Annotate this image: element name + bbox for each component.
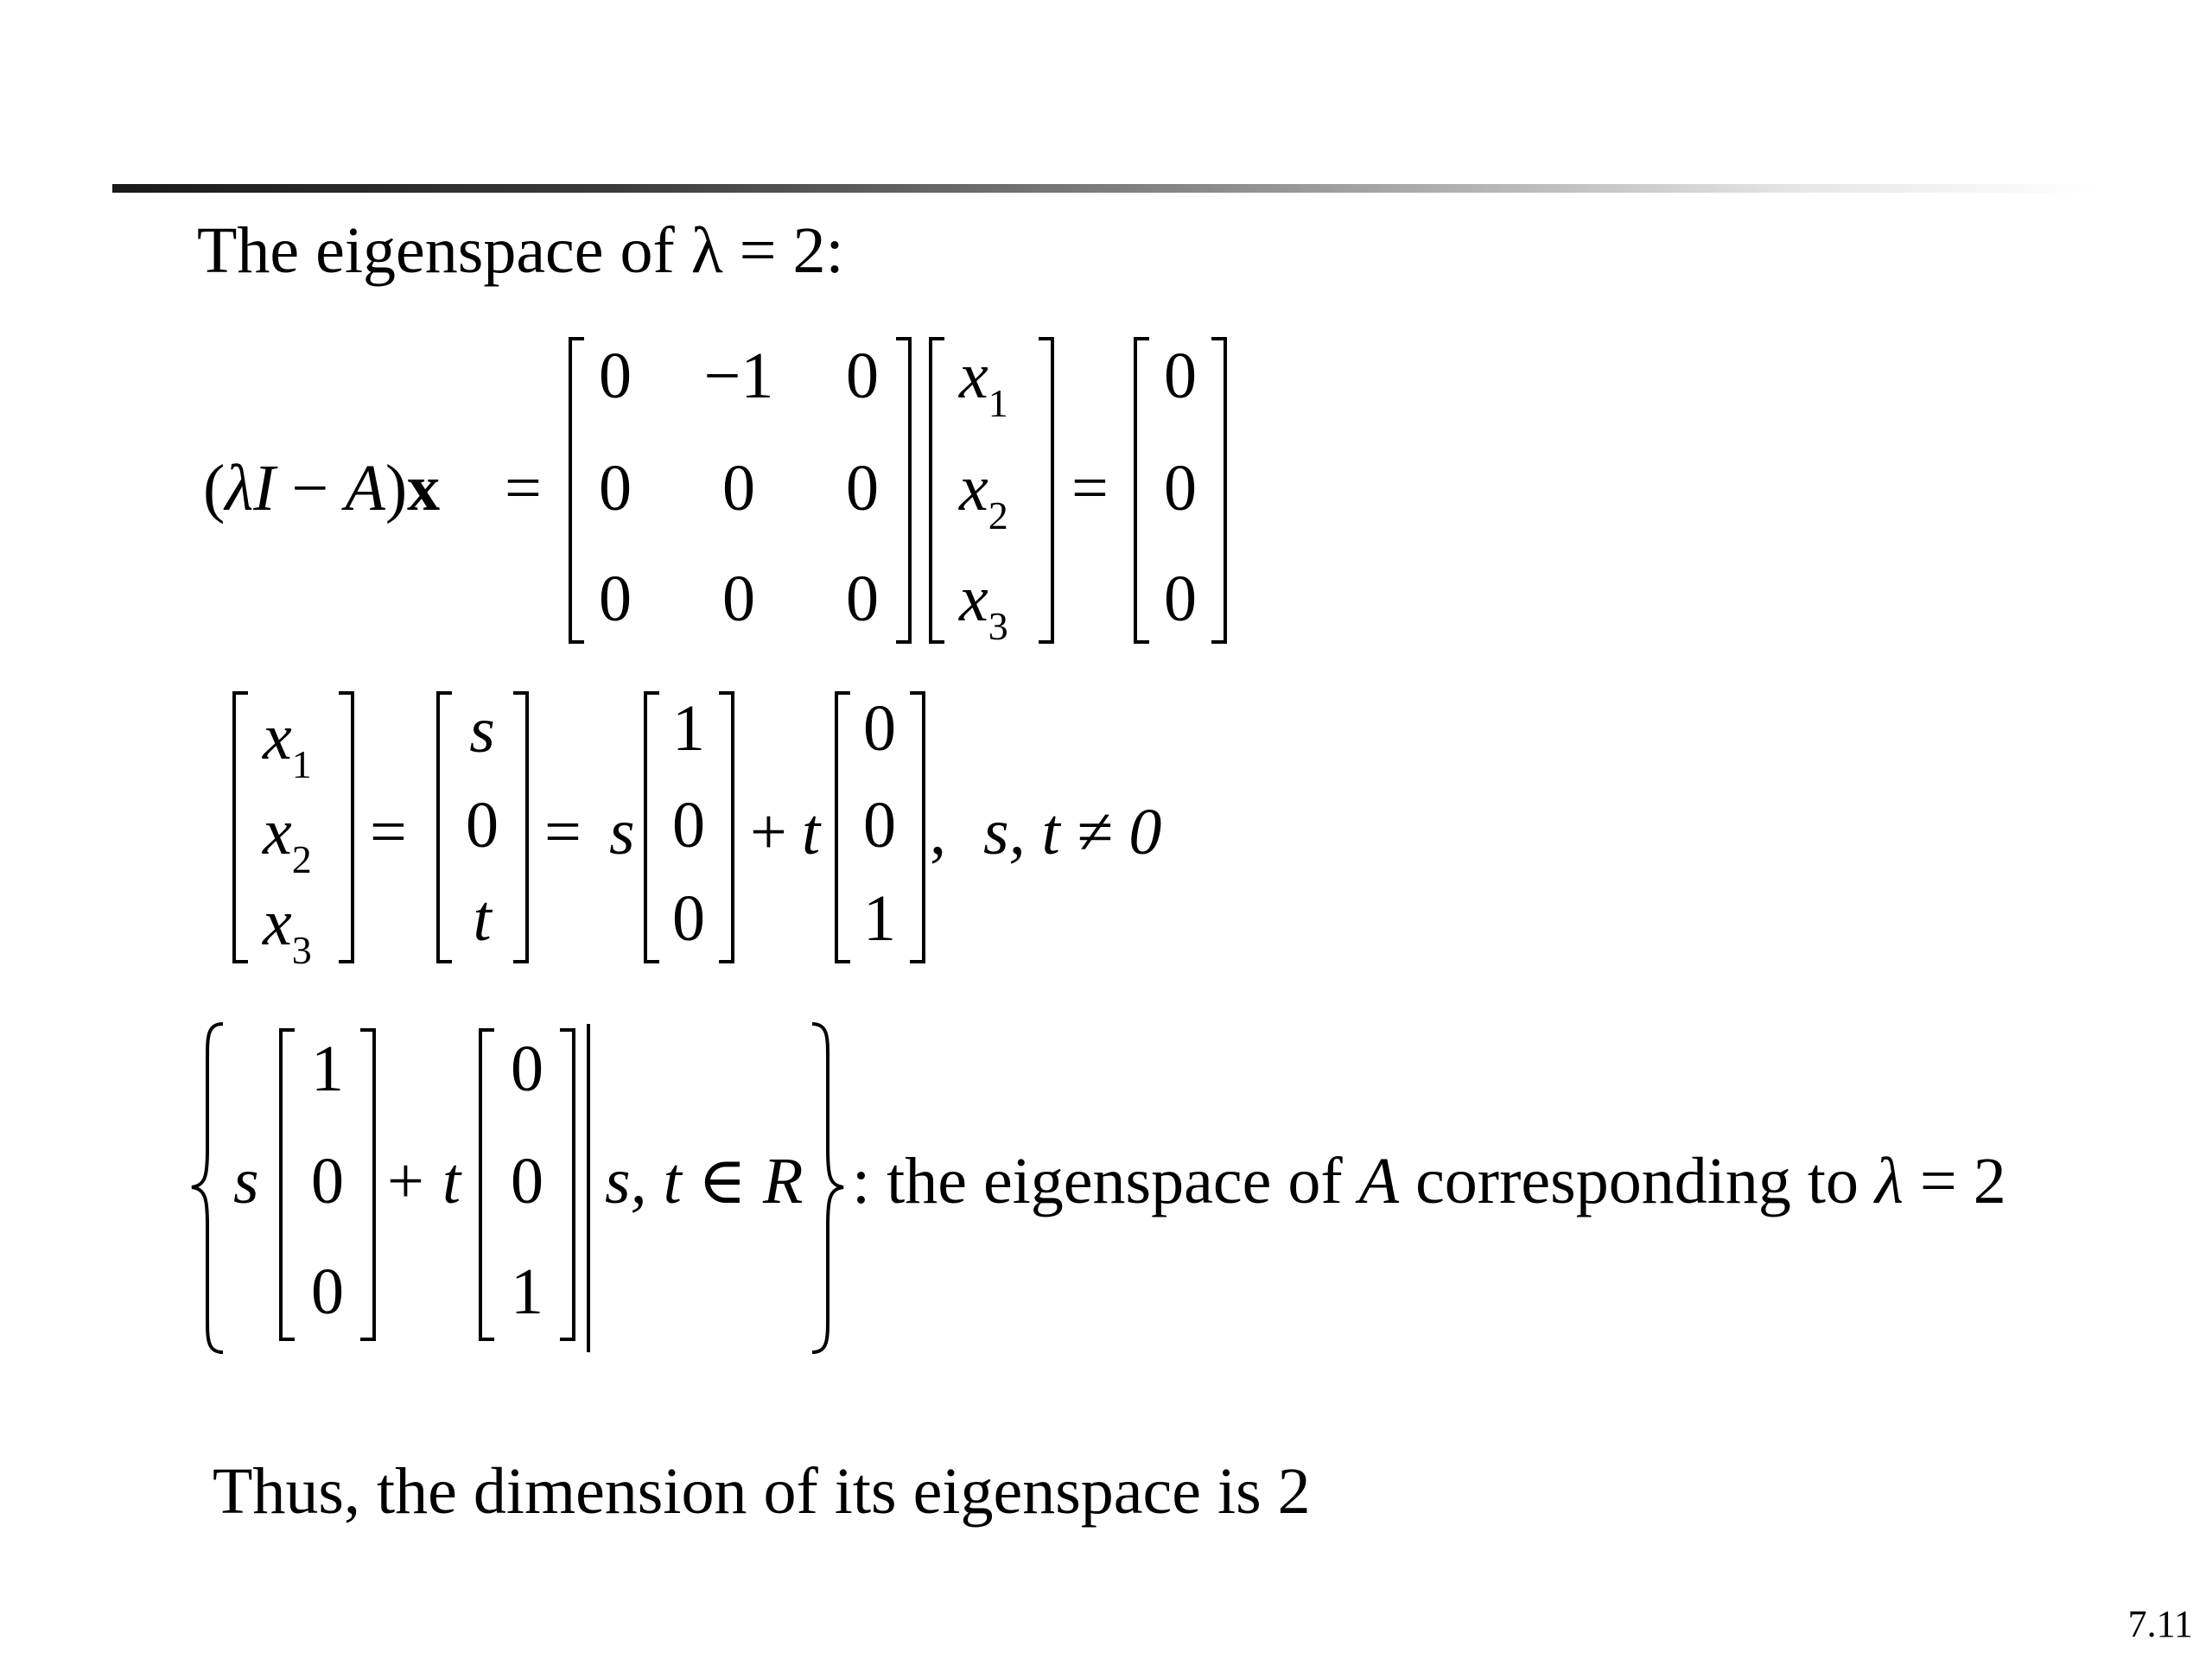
eq1-rhs-right-bracket xyxy=(1211,339,1225,642)
eq3-plus-sign: + xyxy=(387,1145,424,1217)
eq1-matrix-cell: −1 xyxy=(703,340,774,412)
conclusion-text: Thus, the dimension of its eigenspace is 2 xyxy=(213,1455,1311,1528)
eq2-param-entry: s xyxy=(469,694,495,766)
eq2-basis1-entry: 0 xyxy=(672,882,705,955)
eq1-vector-right-bracket xyxy=(1039,339,1052,642)
eq3-scalar-s: s xyxy=(233,1145,259,1217)
eq2-param-entry: t xyxy=(473,882,492,955)
page-number: 7.11 xyxy=(2127,1603,2193,1645)
eq2-var-entry: $x_1$ xyxy=(263,701,312,786)
eq1-matrix-cell: 0 xyxy=(846,340,879,412)
eq3-basis2-entry: 0 xyxy=(511,1145,543,1217)
eq2-basis1-left-bracket xyxy=(645,693,659,962)
eq1-lhs: (λI − A)x xyxy=(203,452,441,524)
eq3-set-right-brace xyxy=(812,1024,843,1352)
eq1-rhs-entry: 0 xyxy=(1164,340,1197,412)
eq1-matrix-cell: 0 xyxy=(599,452,632,524)
eq1-vector-left-bracket xyxy=(931,339,944,642)
eq1-matrix-cell: 0 xyxy=(846,452,879,524)
eq1-equals-sign-2: = xyxy=(1071,452,1109,524)
eq3-basis2-right-bracket xyxy=(560,1030,574,1339)
eq3-basis1-entry: 1 xyxy=(311,1033,344,1105)
eq1-matrix-cell: 0 xyxy=(722,563,755,635)
eq3-basis2-left-bracket xyxy=(480,1030,494,1339)
eq1-rhs-left-bracket xyxy=(1135,339,1149,642)
eq1-matrix-cell: 0 xyxy=(599,563,632,635)
eq2-comma: , xyxy=(930,796,946,868)
eq1-rhs-entry: 0 xyxy=(1164,452,1197,524)
eq1-rhs-entry: 0 xyxy=(1164,563,1197,635)
eq3-basis1-right-bracket xyxy=(360,1030,374,1339)
eq3-basis1-left-bracket xyxy=(281,1030,295,1339)
eq3-condition: s, t ∈ R xyxy=(605,1145,804,1217)
eq2-var-entry: $x_2$ xyxy=(263,796,312,881)
eq2-basis2-entry: 1 xyxy=(863,882,896,955)
eq3-basis1-entry: 0 xyxy=(311,1255,344,1328)
eq2-param-left-bracket xyxy=(438,693,452,962)
eq2-equals-sign: = xyxy=(370,796,407,868)
eq3-basis2-entry: 1 xyxy=(511,1255,543,1328)
eq1-matrix-cell: 0 xyxy=(722,452,755,524)
eq3-set-left-brace xyxy=(192,1024,223,1352)
eq2-param-right-bracket xyxy=(513,693,527,962)
eq2-condition: s, t ≠ 0 xyxy=(983,796,1162,868)
eq1-vector-entry: $x_2$ xyxy=(959,452,1008,537)
eq2-basis2-entry: 0 xyxy=(863,692,896,765)
heading-text: The eigenspace of λ = 2: xyxy=(197,214,844,287)
eq3-description: : the eigenspace of A corresponding to λ = 2 xyxy=(852,1145,2006,1217)
eq2-basis1-right-bracket xyxy=(719,693,733,962)
eq2-param-entry: 0 xyxy=(466,789,499,861)
eq2-vars-left-bracket xyxy=(234,693,248,962)
eq1-matrix-right-bracket xyxy=(896,339,910,642)
eq1-vector-entry: $x_1$ xyxy=(959,340,1008,425)
eq2-var-entry: $x_3$ xyxy=(263,887,312,972)
eq2-basis1-entry: 1 xyxy=(672,692,705,765)
eq3-scalar-t: t xyxy=(442,1145,461,1217)
eq2-basis2-entry: 0 xyxy=(863,789,896,861)
eq2-basis2-right-bracket xyxy=(910,693,924,962)
eq1-matrix-left-bracket xyxy=(570,339,584,642)
eq1-matrix-cell: 0 xyxy=(599,340,632,412)
eq1-vector-entry: $x_3$ xyxy=(959,563,1008,648)
eq1-matrix-cell: 0 xyxy=(846,563,879,635)
eq2-equals-sign-2: = xyxy=(544,796,582,868)
eq3-basis1-entry: 0 xyxy=(311,1145,344,1217)
eq1-equals-sign: = xyxy=(505,452,542,524)
eq2-scalar-t: t xyxy=(802,796,821,868)
eq2-scalar-s: s xyxy=(609,796,635,868)
eq2-plus-sign: + xyxy=(750,796,787,868)
eq2-vars-right-bracket xyxy=(339,693,353,962)
eq3-basis2-entry: 0 xyxy=(511,1033,543,1105)
dimension-conclusion xyxy=(213,1455,1311,1528)
eq2-basis1-entry: 0 xyxy=(672,789,705,861)
eq2-basis2-left-bracket xyxy=(836,693,850,962)
